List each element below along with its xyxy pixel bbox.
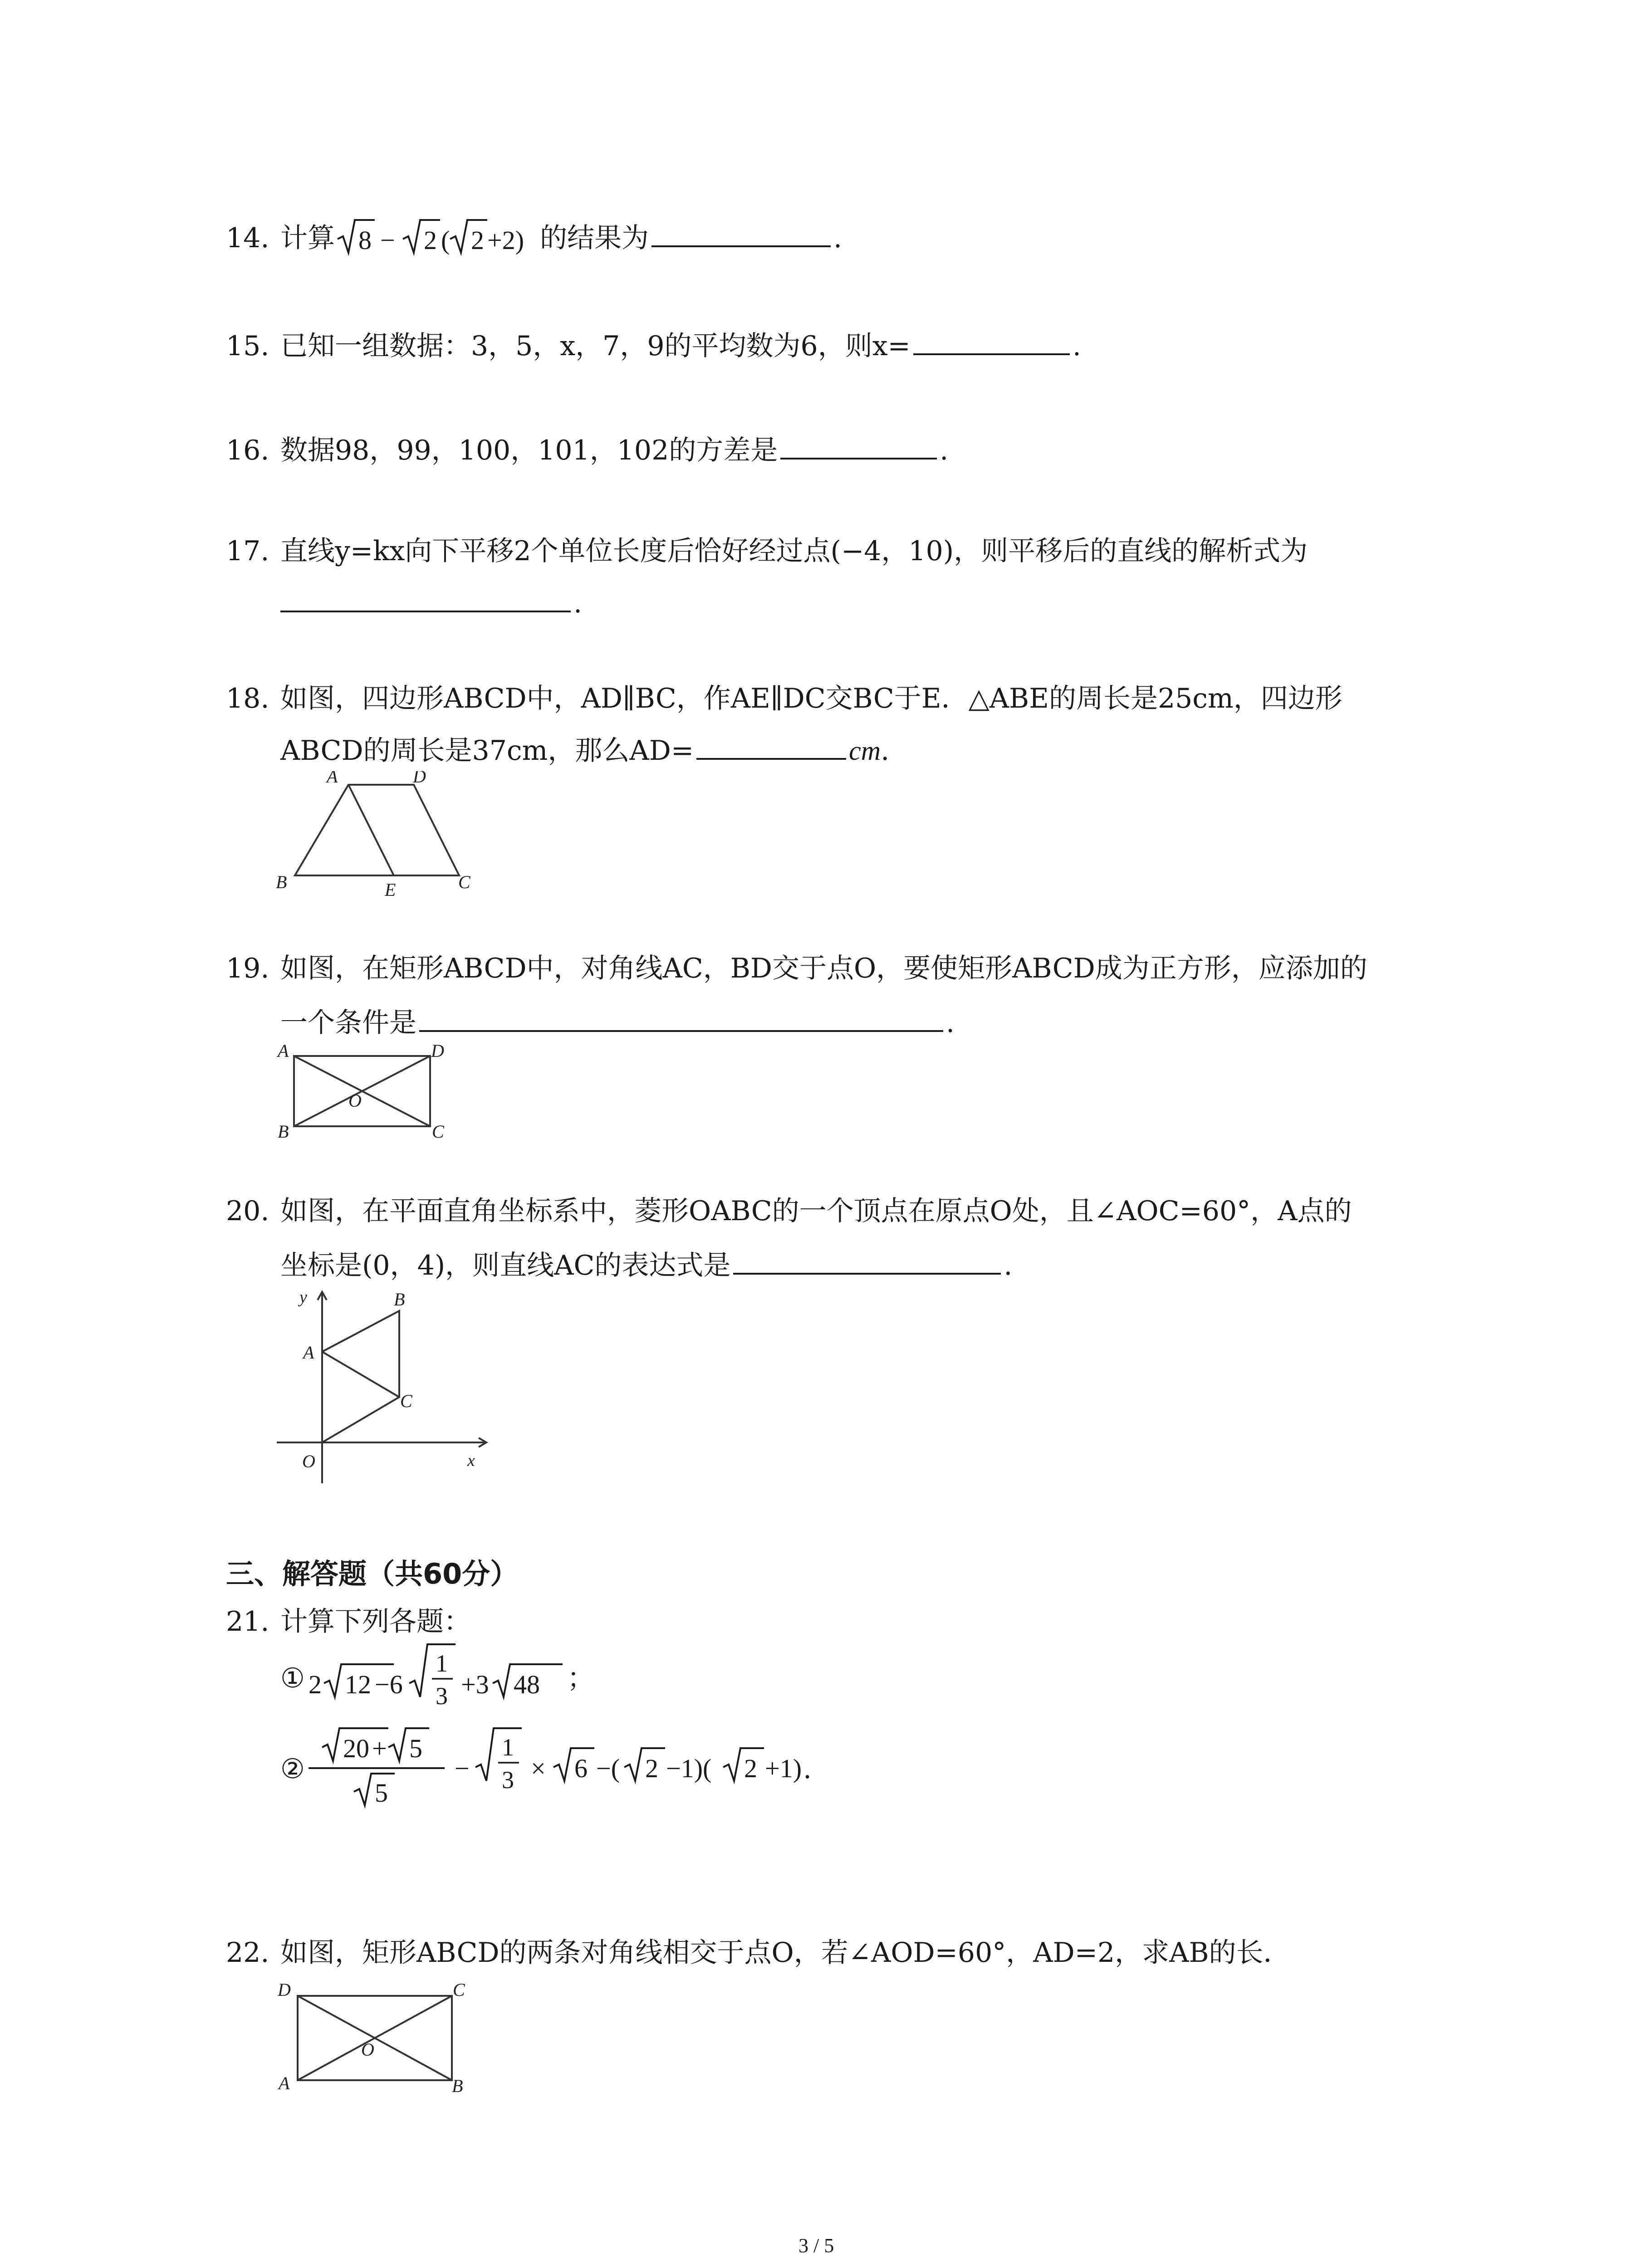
answer-blank[interactable] bbox=[280, 583, 571, 612]
question-text: 如图，四边形ABCD中，AD∥BC，作AE∥DC交BC于E．△ABE的周长是25cm，四边形 bbox=[280, 683, 1342, 714]
question-text: 已知一组数据：3，5，x，7，9的平均数为6，则x= bbox=[280, 330, 911, 362]
label-D: D bbox=[413, 771, 426, 787]
question-number: 14. bbox=[226, 222, 269, 254]
question-text: 数据98，99，100，101，102的方差是 bbox=[280, 435, 778, 466]
svg-text:+1): +1) bbox=[765, 1754, 802, 1783]
q21-part1-label: ① bbox=[280, 1662, 305, 1694]
question-text: 计算 bbox=[280, 222, 335, 254]
label-C: C bbox=[400, 1391, 412, 1411]
q21-part2-expression bbox=[309, 1710, 944, 1819]
svg-text:−1)(: −1)( bbox=[666, 1754, 712, 1783]
svg-text:5: 5 bbox=[375, 1778, 388, 1808]
question-14 bbox=[226, 218, 335, 259]
label-C: C bbox=[432, 1121, 444, 1142]
question-text: 如图，矩形ABCD的两条对角线相交于点O，若∠AOD=60°，AD=2，求AB的长． bbox=[280, 1937, 1291, 1969]
svg-text:12: 12 bbox=[345, 1670, 371, 1699]
question-15: 15. 已知一组数据：3，5，x，7，9的平均数为6，则x= . bbox=[226, 326, 1081, 367]
question-text: 直线y=kx向下平移2个单位长度后恰好经过点(−4，10)，则平移后的直线的解析式为 bbox=[280, 535, 1308, 567]
svg-text:+: + bbox=[372, 1734, 387, 1763]
svg-text:+3: +3 bbox=[461, 1670, 489, 1699]
svg-text:2: 2 bbox=[309, 1670, 322, 1699]
question-20 bbox=[226, 1191, 1352, 1232]
label-O: O bbox=[348, 1090, 362, 1111]
svg-text:+2): +2) bbox=[487, 225, 524, 255]
svg-text:×: × bbox=[531, 1754, 546, 1783]
question-18 bbox=[226, 678, 1342, 719]
svg-text:2: 2 bbox=[471, 225, 484, 255]
svg-text:−(: −( bbox=[596, 1754, 620, 1783]
q19-figure bbox=[272, 1039, 463, 1148]
answer-blank[interactable] bbox=[652, 218, 831, 247]
question-number: 17. bbox=[226, 535, 269, 567]
label-C: C bbox=[458, 872, 470, 892]
question-14-tail: 的结果为 . bbox=[540, 218, 842, 259]
page-number: 3 / 5 bbox=[798, 2234, 834, 2257]
svg-text:1: 1 bbox=[436, 1650, 448, 1677]
section-heading: 三、解答题（共60分） bbox=[226, 1557, 519, 1590]
question-number: 20. bbox=[226, 1195, 269, 1227]
svg-text:3: 3 bbox=[436, 1682, 448, 1710]
svg-text:6: 6 bbox=[574, 1754, 588, 1783]
label-A: A bbox=[303, 1342, 314, 1363]
svg-text:1: 1 bbox=[502, 1734, 514, 1761]
answer-blank[interactable] bbox=[733, 1246, 1001, 1275]
question-number: 19. bbox=[226, 953, 269, 984]
label-B: B bbox=[276, 872, 287, 892]
label-A: A bbox=[327, 771, 338, 787]
svg-text:(: ( bbox=[441, 225, 450, 255]
svg-text:8: 8 bbox=[358, 225, 372, 255]
label-B: B bbox=[278, 1121, 289, 1142]
answer-blank[interactable] bbox=[419, 1003, 943, 1032]
label-E: E bbox=[385, 880, 396, 900]
question-number: 22. bbox=[226, 1937, 269, 1969]
answer-blank[interactable] bbox=[913, 326, 1070, 355]
svg-text:−6: −6 bbox=[375, 1670, 403, 1699]
question-number: 15. bbox=[226, 330, 269, 362]
answer-blank[interactable] bbox=[696, 731, 846, 760]
answer-blank[interactable] bbox=[780, 430, 937, 459]
question-16: 16. 数据98，99，100，101，102的方差是 . bbox=[226, 430, 948, 471]
question-number: 18. bbox=[226, 683, 269, 714]
label-A: A bbox=[278, 1041, 289, 1061]
svg-text:2: 2 bbox=[424, 225, 437, 255]
x-axis-label: x bbox=[467, 1451, 475, 1470]
question-17-line2: . bbox=[280, 583, 582, 624]
label-B: B bbox=[394, 1289, 405, 1310]
svg-text:2: 2 bbox=[744, 1754, 757, 1783]
question-18-line2: ABCD的周长是37cm，那么AD= cm. bbox=[280, 730, 889, 771]
svg-text:2: 2 bbox=[645, 1754, 658, 1783]
question-text: 如图，在矩形ABCD中，对角线AC，BD交于点O，要使矩形ABCD成为正方形，应添加的 bbox=[280, 953, 1367, 984]
question-20-line2: 坐标是(0，4)，则直线AC的表达式是 . bbox=[280, 1245, 1012, 1286]
label-D: D bbox=[431, 1041, 444, 1061]
q18-figure bbox=[272, 771, 481, 903]
svg-text:5: 5 bbox=[409, 1734, 422, 1763]
q20-figure bbox=[268, 1284, 513, 1492]
svg-text:3: 3 bbox=[502, 1766, 514, 1794]
label-O: O bbox=[361, 2039, 374, 2060]
q21-part2-end: . bbox=[803, 1753, 812, 1785]
q22-figure bbox=[272, 1973, 472, 2100]
question-number: 16. bbox=[226, 435, 269, 466]
label-D: D bbox=[278, 1980, 291, 2000]
svg-text:−: − bbox=[455, 1754, 470, 1783]
question-19 bbox=[226, 948, 1367, 989]
label-O: O bbox=[302, 1451, 315, 1471]
q21-part1-end: ； bbox=[567, 1662, 594, 1694]
question-19-line2: 一个条件是 . bbox=[280, 1002, 955, 1043]
question-21 bbox=[226, 1601, 471, 1642]
label-B: B bbox=[452, 2076, 463, 2096]
svg-text:−: − bbox=[380, 225, 395, 255]
question-number: 21. bbox=[226, 1606, 269, 1637]
question-text: 如图，在平面直角坐标系中，菱形OABC的一个顶点在原点O处，且∠AOC=60°，A点的 bbox=[280, 1195, 1352, 1227]
question-22 bbox=[226, 1932, 1291, 1973]
label-A: A bbox=[279, 2073, 290, 2093]
question-text: 计算下列各题： bbox=[280, 1606, 471, 1637]
svg-text:48: 48 bbox=[514, 1670, 540, 1699]
label-C: C bbox=[453, 1980, 465, 2000]
q21-part2-label: ② bbox=[280, 1753, 305, 1785]
svg-text:20: 20 bbox=[343, 1734, 369, 1763]
y-axis-label: y bbox=[299, 1288, 307, 1307]
question-17 bbox=[226, 531, 1308, 572]
